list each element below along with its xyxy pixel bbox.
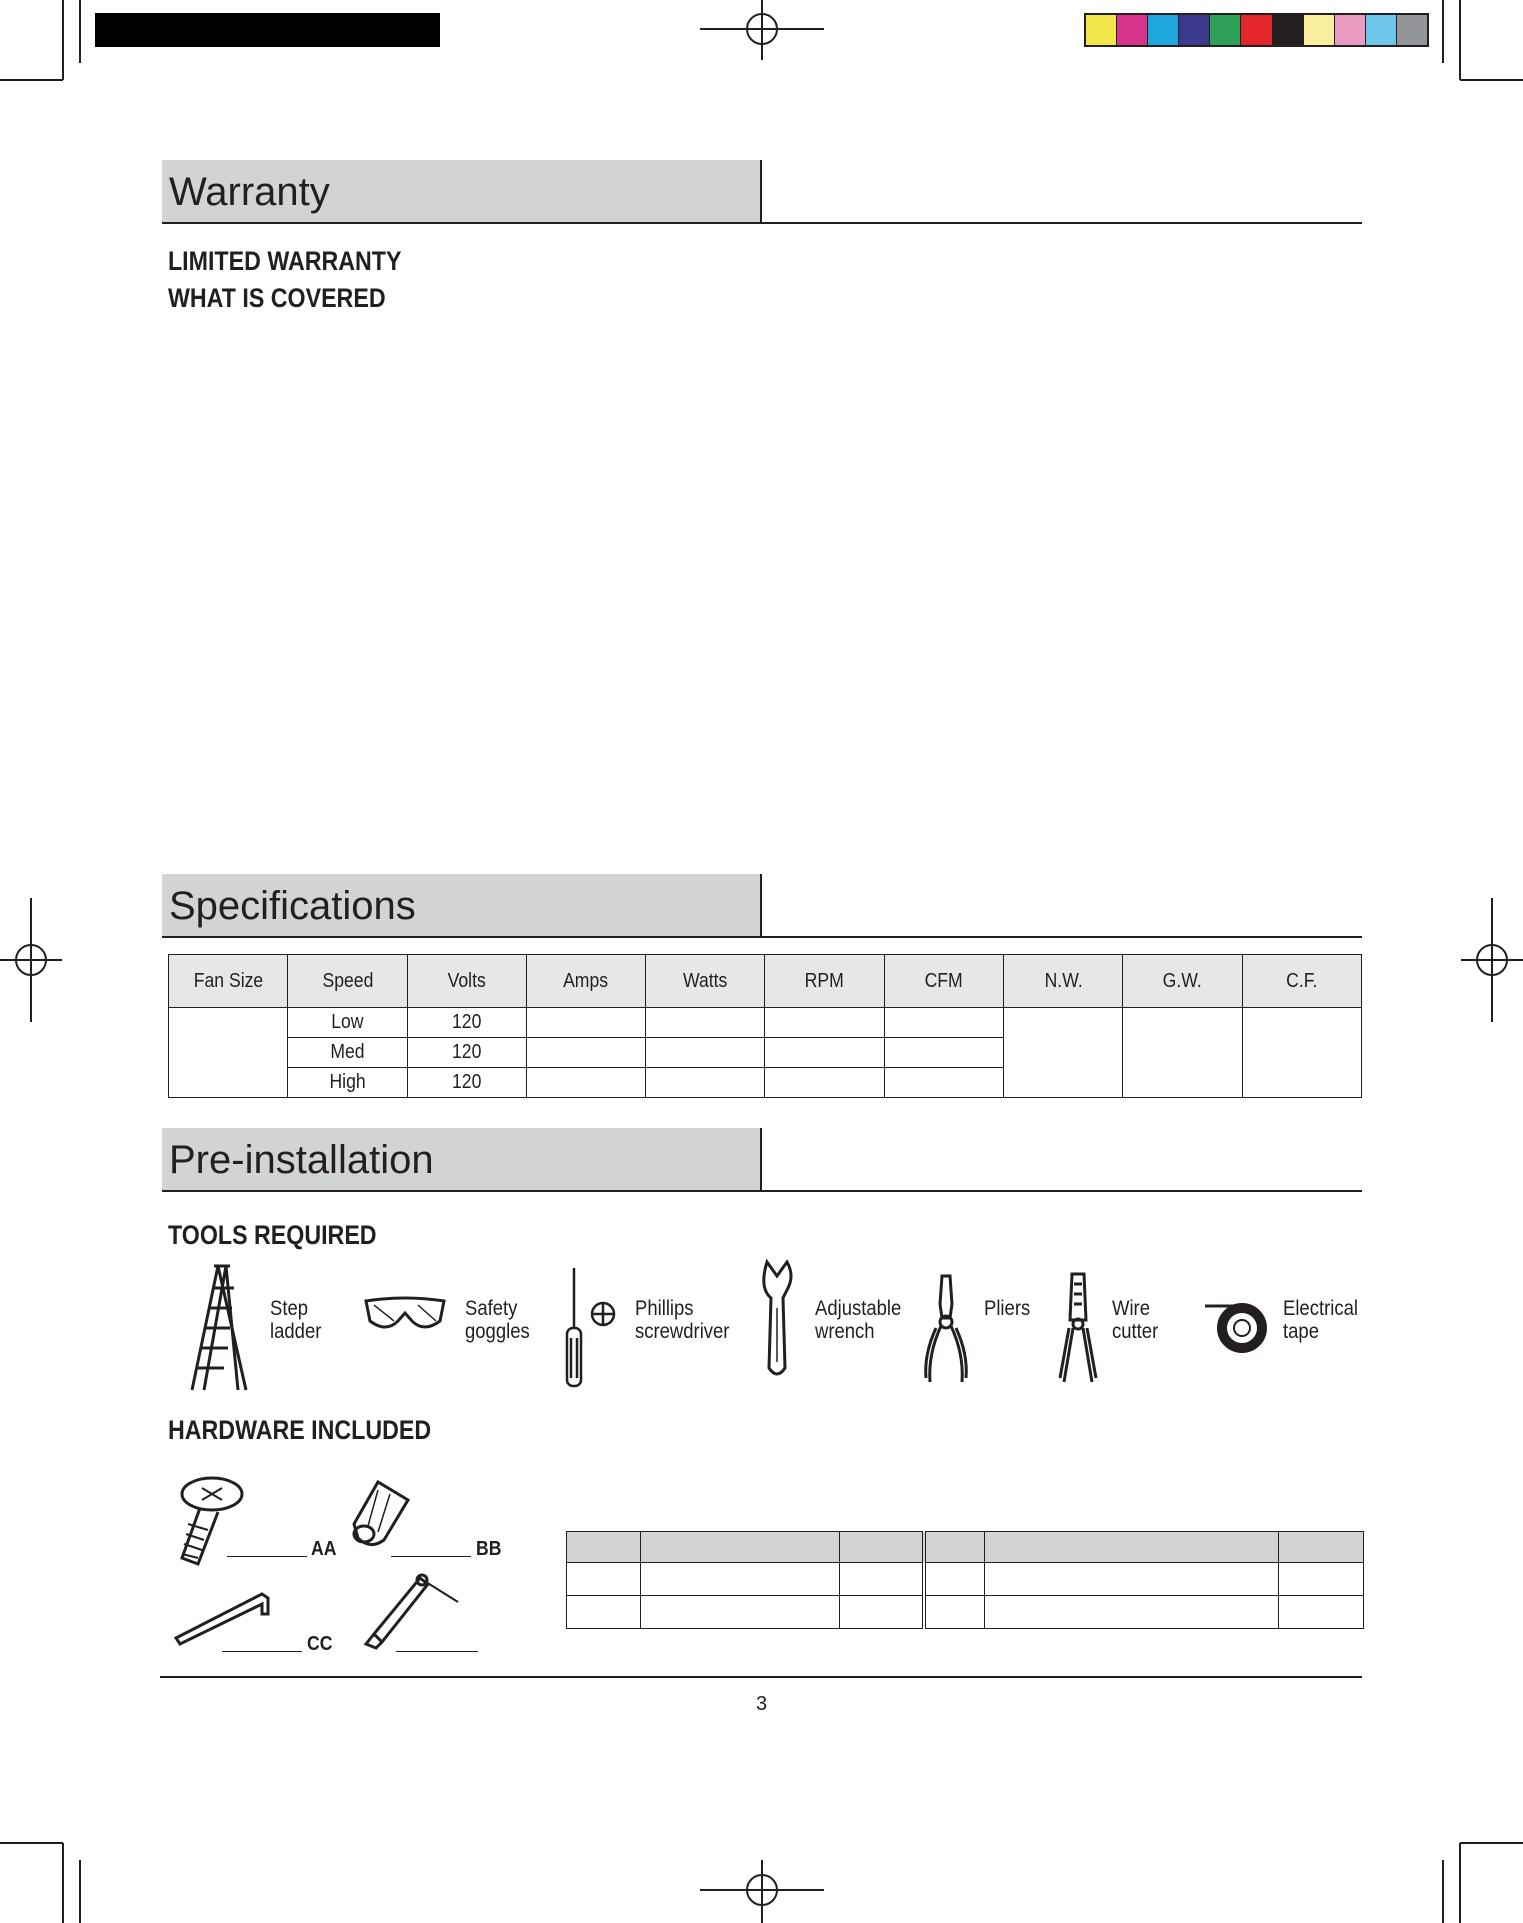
volts-cell: 120 xyxy=(407,1068,526,1098)
screw-icon xyxy=(172,1474,248,1568)
tool-label-electrical-tape: Electrical tape xyxy=(1283,1297,1358,1343)
step-ladder-icon xyxy=(188,1262,250,1394)
col-gw: G.W. xyxy=(1123,955,1242,1008)
adjustable-wrench-icon xyxy=(757,1258,797,1382)
what-is-covered-title: WHAT IS COVERED xyxy=(168,283,386,313)
electrical-tape-icon xyxy=(1205,1300,1267,1352)
footer-rule xyxy=(160,1676,1362,1678)
tool-label-pliers: Pliers xyxy=(984,1297,1031,1320)
hardware-included-title: HARDWARE INCLUDED xyxy=(168,1415,432,1445)
table-row xyxy=(567,1596,1364,1629)
tool-label-phillips-screwdriver: Phillips screwdriver xyxy=(635,1297,730,1343)
pull-chain-icon xyxy=(362,1568,472,1652)
table-row xyxy=(169,1008,1362,1038)
wire-cutter-icon xyxy=(1058,1272,1098,1386)
tool-label-step-ladder: Step ladder xyxy=(270,1297,322,1343)
col-amps: Amps xyxy=(526,955,645,1008)
warranty-section-header xyxy=(162,160,1362,223)
table-row xyxy=(567,1532,1364,1563)
allen-wrench-icon xyxy=(172,1588,272,1644)
volts-cell: 120 xyxy=(407,1008,526,1038)
tools-required-title: TOOLS REQUIRED xyxy=(168,1220,377,1250)
col-fan-size: Fan Size xyxy=(169,955,288,1008)
tool-label-adjustable-wrench: Adjustable wrench xyxy=(815,1297,902,1343)
col-speed: Speed xyxy=(288,955,407,1008)
safety-goggles-icon xyxy=(364,1295,446,1335)
col-volts: Volts xyxy=(407,955,526,1008)
volts-cell: 120 xyxy=(407,1038,526,1068)
speed-cell: High xyxy=(288,1068,407,1098)
tool-label-wire-cutter: Wire cutter xyxy=(1112,1297,1159,1343)
specifications-heading: Specifications xyxy=(169,884,416,928)
wire-nut-icon xyxy=(348,1478,412,1548)
preinstallation-section-header xyxy=(162,1128,1362,1191)
hardware-table xyxy=(566,1531,1364,1629)
hardware-label-bb: BB xyxy=(476,1538,502,1560)
specifications-section-header xyxy=(162,874,1362,937)
hardware-label-aa: AA xyxy=(311,1538,337,1560)
tool-label-safety-goggles: Safety goggles xyxy=(465,1297,530,1343)
preinstallation-heading: Pre-installation xyxy=(169,1138,434,1182)
table-row xyxy=(567,1563,1364,1596)
col-rpm: RPM xyxy=(765,955,884,1008)
col-nw: N.W. xyxy=(1004,955,1123,1008)
limited-warranty-title: LIMITED WARRANTY xyxy=(168,246,402,276)
hardware-label-blank xyxy=(396,1651,478,1652)
warranty-heading: Warranty xyxy=(169,170,330,214)
spec-header-row xyxy=(169,955,1362,1008)
col-cf: C.F. xyxy=(1242,955,1361,1008)
specifications-table xyxy=(168,954,1362,1098)
pliers-icon xyxy=(924,1274,968,1386)
col-watts: Watts xyxy=(646,955,765,1008)
col-cfm: CFM xyxy=(884,955,1003,1008)
hardware-label-cc: CC xyxy=(307,1633,333,1655)
speed-cell: Med xyxy=(288,1038,407,1068)
page-number: 3 xyxy=(755,1693,768,1715)
speed-cell: Low xyxy=(288,1008,407,1038)
phillips-screwdriver-icon xyxy=(562,1266,616,1390)
